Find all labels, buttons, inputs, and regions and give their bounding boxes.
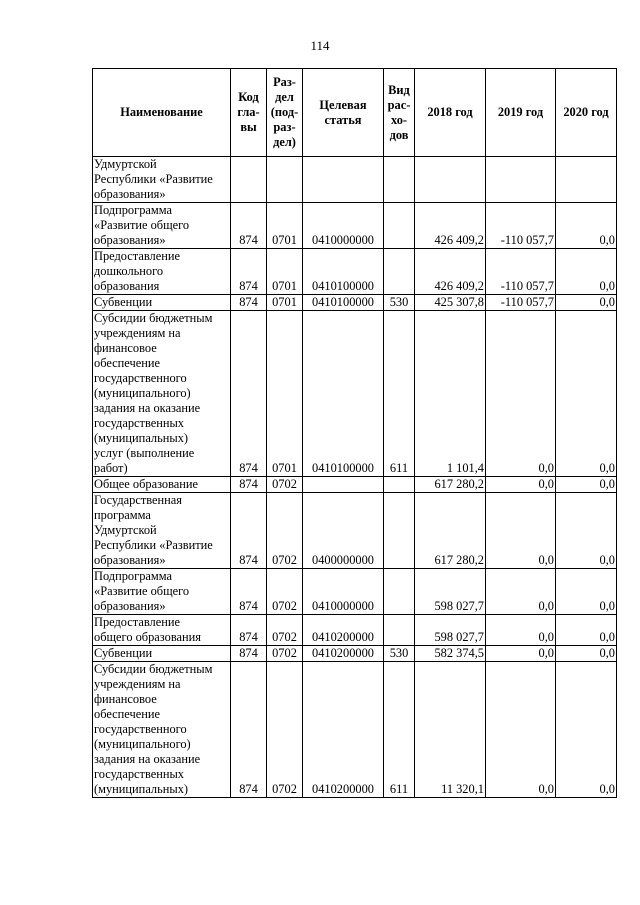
- table-row: [93, 493, 617, 569]
- expense-type: [384, 477, 415, 493]
- table-row: [93, 203, 617, 249]
- target-article: [303, 477, 384, 493]
- target-article: 0410100000: [303, 295, 384, 311]
- row-name: Предоставление дошкольного образования: [93, 249, 231, 295]
- table-row: [93, 569, 617, 615]
- amount-2020: 0,0: [556, 249, 617, 295]
- section-code: 0702: [267, 569, 303, 615]
- row-name: Субсидии бюджетным учреждениям на финансовое обеспечение государственного (муниципального) задания на оказание государственных (муниципальных): [93, 662, 231, 798]
- section-code: 0702: [267, 493, 303, 569]
- amount-2019: -110 057,7: [486, 249, 556, 295]
- chapter-code: 874: [231, 646, 267, 662]
- amount-2019: 0,0: [486, 662, 556, 798]
- header-2020: 2020 год: [556, 69, 617, 157]
- amount-2019: 0,0: [486, 493, 556, 569]
- target-article: 0410100000: [303, 311, 384, 477]
- amount-2019: -110 057,7: [486, 203, 556, 249]
- expense-type: 530: [384, 295, 415, 311]
- header-row: [93, 69, 617, 157]
- amount-2018: 598 027,7: [415, 569, 486, 615]
- row-name: Государственная программа Удмуртской Республики «Развитие образования»: [93, 493, 231, 569]
- target-article: 0410200000: [303, 646, 384, 662]
- amount-2019: 0,0: [486, 311, 556, 477]
- amount-2018: 598 027,7: [415, 615, 486, 646]
- table-row: [93, 662, 617, 798]
- row-name: Субвенции: [93, 646, 231, 662]
- header-2019: 2019 год: [486, 69, 556, 157]
- amount-2018: 617 280,2: [415, 493, 486, 569]
- amount-2020: 0,0: [556, 493, 617, 569]
- target-article: 0410000000: [303, 203, 384, 249]
- table-row: [93, 295, 617, 311]
- table-row: [93, 646, 617, 662]
- table-row: [93, 249, 617, 295]
- amount-2019: -110 057,7: [486, 295, 556, 311]
- page-number: 114: [310, 38, 330, 53]
- chapter-code: 874: [231, 295, 267, 311]
- amount-2019: 0,0: [486, 569, 556, 615]
- amount-2018: 582 374,5: [415, 646, 486, 662]
- amount-2018: 425 307,8: [415, 295, 486, 311]
- section-code: 0702: [267, 662, 303, 798]
- amount-2018: 617 280,2: [415, 477, 486, 493]
- chapter-code: [231, 157, 267, 203]
- row-name: Общее образование: [93, 477, 231, 493]
- amount-2018: 426 409,2: [415, 203, 486, 249]
- row-name: Субвенции: [93, 295, 231, 311]
- header-expense: Вид рас- хо- дов: [384, 69, 415, 157]
- amount-2020: 0,0: [556, 646, 617, 662]
- chapter-code: 874: [231, 662, 267, 798]
- chapter-code: 874: [231, 569, 267, 615]
- section-code: [267, 157, 303, 203]
- expense-type: [384, 493, 415, 569]
- target-article: 0400000000: [303, 493, 384, 569]
- amount-2018: [415, 157, 486, 203]
- header-section: Раз- дел (под- раз- дел): [267, 69, 303, 157]
- target-article: [303, 157, 384, 203]
- amount-2018: 1 101,4: [415, 311, 486, 477]
- header-target: Целевая статья: [303, 69, 384, 157]
- amount-2020: 0,0: [556, 477, 617, 493]
- chapter-code: 874: [231, 203, 267, 249]
- expense-type: 530: [384, 646, 415, 662]
- row-name: Предоставление общего образования: [93, 615, 231, 646]
- section-code: 0702: [267, 477, 303, 493]
- target-article: 0410000000: [303, 569, 384, 615]
- chapter-code: 874: [231, 249, 267, 295]
- chapter-code: 874: [231, 311, 267, 477]
- table-row: [93, 157, 617, 203]
- amount-2020: 0,0: [556, 569, 617, 615]
- target-article: 0410200000: [303, 662, 384, 798]
- amount-2020: 0,0: [556, 615, 617, 646]
- chapter-code: 874: [231, 493, 267, 569]
- amount-2020: 0,0: [556, 203, 617, 249]
- section-code: 0702: [267, 646, 303, 662]
- target-article: 0410100000: [303, 249, 384, 295]
- amount-2020: 0,0: [556, 295, 617, 311]
- section-code: 0701: [267, 249, 303, 295]
- section-code: 0701: [267, 295, 303, 311]
- expense-type: [384, 569, 415, 615]
- section-code: 0702: [267, 615, 303, 646]
- expense-type: [384, 203, 415, 249]
- expense-type: [384, 157, 415, 203]
- amount-2019: 0,0: [486, 615, 556, 646]
- section-code: 0701: [267, 311, 303, 477]
- amount-2020: 0,0: [556, 662, 617, 798]
- section-code: 0701: [267, 203, 303, 249]
- amount-2019: 0,0: [486, 646, 556, 662]
- row-name: Подпрограмма «Развитие общего образования»: [93, 203, 231, 249]
- header-2018: 2018 год: [415, 69, 486, 157]
- chapter-code: 874: [231, 477, 267, 493]
- expense-type: 611: [384, 311, 415, 477]
- row-name: Субсидии бюджетным учреждениям на финансовое обеспечение государственного (муниципального) задания на оказание государственных (муниципальных) услуг (выполнение работ): [93, 311, 231, 477]
- table-row: [93, 615, 617, 646]
- header-chapter: Код гла- вы: [231, 69, 267, 157]
- amount-2019: [486, 157, 556, 203]
- table-row: [93, 477, 617, 493]
- amount-2020: 0,0: [556, 311, 617, 477]
- row-name: Подпрограмма «Развитие общего образования»: [93, 569, 231, 615]
- header-name: Наименование: [93, 69, 231, 157]
- chapter-code: 874: [231, 615, 267, 646]
- row-name: Удмуртской Республики «Развитие образования»: [93, 157, 231, 203]
- expense-type: [384, 615, 415, 646]
- table-body: [93, 157, 617, 798]
- amount-2020: [556, 157, 617, 203]
- expense-type: [384, 249, 415, 295]
- target-article: 0410200000: [303, 615, 384, 646]
- amount-2018: 11 320,1: [415, 662, 486, 798]
- expense-type: 611: [384, 662, 415, 798]
- amount-2018: 426 409,2: [415, 249, 486, 295]
- budget-table: [92, 68, 617, 798]
- amount-2019: 0,0: [486, 477, 556, 493]
- table-row: [93, 311, 617, 477]
